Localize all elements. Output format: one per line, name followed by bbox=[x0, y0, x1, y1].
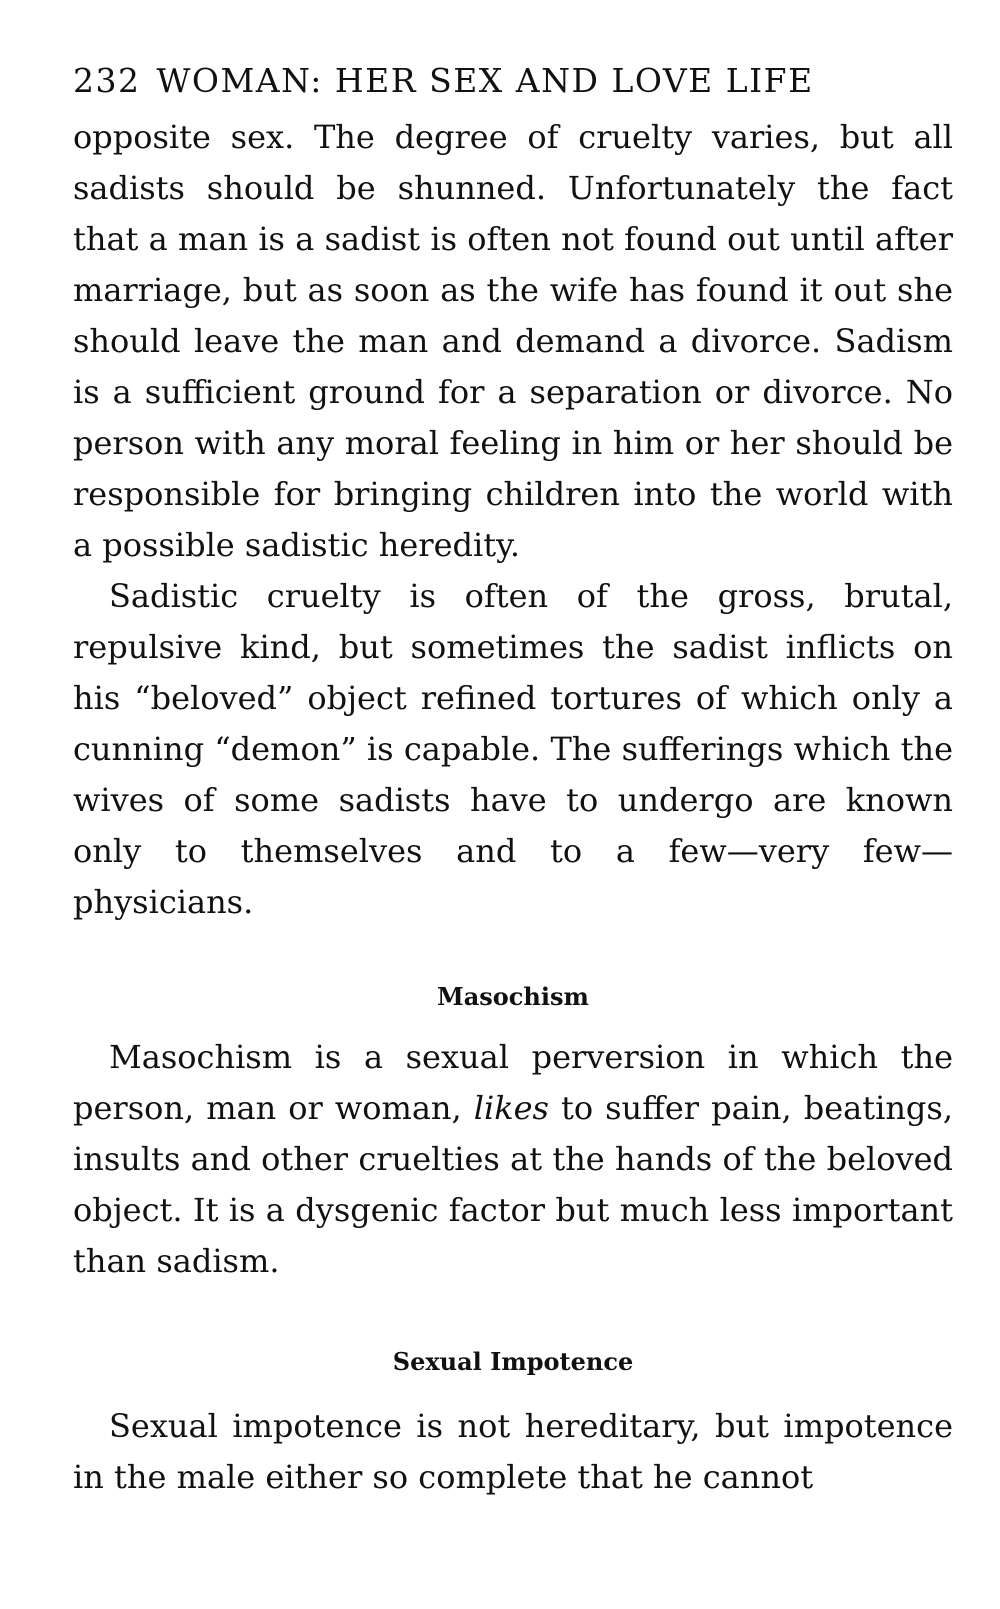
running-title: WOMAN: HER SEX AND LOVE LIFE bbox=[156, 61, 814, 100]
heading-masochism: Masochism bbox=[437, 982, 589, 1011]
page-number: 232 bbox=[73, 61, 141, 100]
book-page bbox=[73, 58, 953, 1503]
masochism-text-end: to suffer pain, beatings, insults and other cruelties at the hands of the beloved object. It is a dysgenic factor but much less important than sadism. bbox=[73, 1089, 953, 1280]
paragraph-sexual-impotence: Sexual impotence is not hereditary, but impotence in the male either so complete that he cannot bbox=[73, 1407, 953, 1496]
paragraph-sadism-continued: opposite sex. The degree of cruelty varies, but all sadists should be shunned. Unfortunately the fact that a man is a sadist is often not found out until after marriage, but as soon as the wife has found it out she should leave the man and demand a divorce. Sadism is a sufficient ground for a separation or divorce. No person with any moral feeling in him or her should be responsible for bringing children into the world with a possible sadistic heredity. bbox=[73, 118, 953, 564]
heading-sexual-impotence: Sexual Impotence bbox=[392, 1347, 634, 1376]
paragraph-sadistic-cruelty: Sadistic cruelty is often of the gross, brutal, repulsive kind, but sometimes the sadist inflicts on his “beloved” object refined tortures of which only a cunning “demon” is capable. The sufferings which the wives of some sadists have to undergo are known only to themselves and to a few—very few—physicians. bbox=[73, 577, 953, 921]
masochism-text-start: Masochism is a sexual perversion in which the person, man or woman, bbox=[73, 1038, 953, 1127]
paragraph-masochism bbox=[73, 1032, 953, 1287]
running-head bbox=[73, 58, 953, 104]
emphasis-likes: likes bbox=[473, 1089, 549, 1127]
